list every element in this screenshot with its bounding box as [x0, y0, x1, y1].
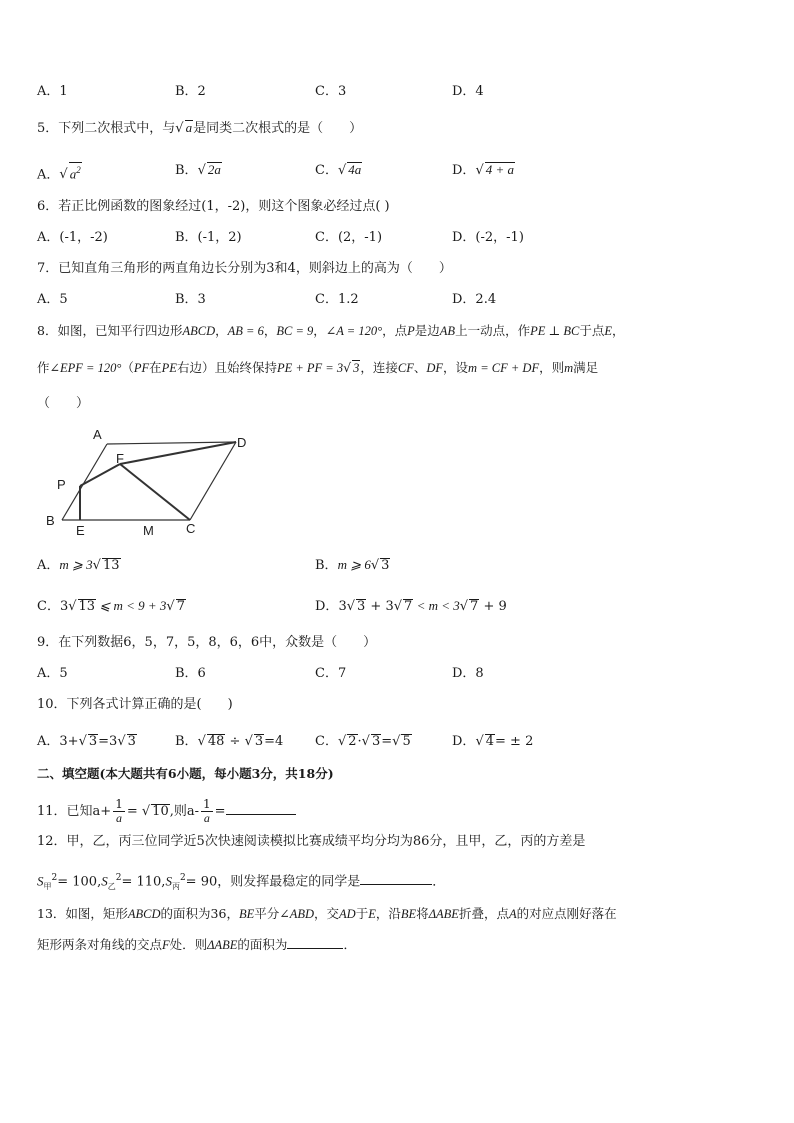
radical-icon — [347, 599, 355, 614]
q13-stem-line1 — [37, 906, 617, 922]
segment-fc — [120, 464, 190, 520]
q12-squared: 2 — [51, 873, 58, 883]
q10-option-c — [315, 734, 412, 750]
q8-text: 、 — [413, 360, 427, 375]
q12-variance-symbol: S — [165, 873, 172, 889]
parallelogram-diagram — [40, 420, 270, 540]
q8-option-c-radicand: 7 — [176, 599, 185, 614]
q10-option-c-text: = — [381, 734, 393, 749]
q5-option-a-base: a — [69, 166, 77, 182]
q10-option-b — [175, 734, 283, 750]
radical-icon — [198, 163, 206, 178]
q11-stem — [37, 798, 296, 825]
label-m: M — [143, 523, 154, 538]
q9-option-b: B．6 — [175, 666, 206, 681]
q8-option-b-label: B． — [315, 558, 338, 573]
radical-icon — [394, 599, 402, 614]
q6-option-b: B．(-1，2) — [175, 230, 242, 245]
segment-pf — [80, 464, 120, 486]
q13-text: 将 — [416, 906, 429, 921]
q8-math: DF — [426, 361, 444, 375]
q8-text: ，则 — [539, 360, 565, 375]
q10-option-c-radicand: 3 — [371, 734, 381, 749]
q8-math: ABCD — [182, 324, 216, 338]
q8-math: m — [564, 361, 574, 375]
q13-text: 的面积为36， — [160, 906, 239, 921]
radical-icon — [79, 734, 87, 749]
q8-math: ∠A = 120° — [325, 324, 383, 338]
q6-stem: 6．若正比例函数的图象经过(1，-2)，则这个图象必经过点( ) — [37, 199, 390, 214]
q11-text: = — [214, 804, 226, 819]
q8-option-d-expr: + 3 — [366, 599, 394, 614]
q10-option-b-radicand: 3 — [254, 734, 264, 749]
q8-text: ， — [215, 323, 228, 338]
q13-math: F — [162, 938, 170, 952]
q8-stem-line3: （ ） — [37, 396, 90, 411]
q5-option-d — [452, 162, 515, 179]
q8-option-d — [315, 598, 507, 615]
q8-text: ， — [313, 323, 326, 338]
q13-text: ． — [343, 937, 356, 952]
q5-stem — [37, 120, 362, 137]
q13-math: ∠ABD — [279, 907, 315, 921]
q12-sub-yi: 乙 — [107, 881, 116, 891]
q12-answer-blank[interactable] — [360, 872, 432, 885]
q12-value: = 90 — [185, 874, 218, 890]
q10-option-a-text: A．3+ — [37, 734, 79, 749]
q8-stem-line1 — [37, 323, 625, 339]
q12-squared: 2 — [179, 873, 186, 883]
q13-math: A — [508, 907, 517, 921]
segment-fd — [120, 442, 236, 464]
radical-icon — [198, 734, 206, 749]
q8-option-b-expr: m ⩾ 6 — [337, 557, 371, 572]
q8-text: 在 — [149, 360, 162, 375]
q13-answer-blank[interactable] — [287, 936, 343, 949]
q8-option-a — [37, 557, 121, 574]
q13-math: ΔABE — [428, 907, 459, 921]
q8-math: PE ⊥ BC — [530, 324, 580, 338]
q5-option-b — [175, 162, 222, 179]
q8-option-c-radicand: 13 — [78, 599, 96, 614]
q11-text: 11．已知a+ — [37, 804, 112, 819]
q7-stem: 7．已知直角三角形的两直角边长分别为3和4，则斜边上的高为（ ） — [37, 261, 452, 276]
q12-text: ，则发挥最稳定的同学是 — [217, 874, 361, 890]
edge-ad — [107, 442, 236, 444]
edge-dc — [190, 442, 236, 520]
q11-fraction-numerator: 1 — [115, 797, 123, 811]
q13-math: BE — [238, 907, 255, 921]
q10-option-b-text: B． — [175, 734, 198, 749]
q10-option-a-text: =3 — [98, 734, 118, 749]
q9-option-c: C．7 — [315, 666, 347, 681]
q10-option-d-text: = ± 2 — [495, 734, 534, 749]
q11-text: ,则a- — [169, 804, 199, 819]
q11-radicand: 10 — [152, 804, 169, 819]
q12-stem-line2 — [37, 870, 445, 895]
q11-answer-blank[interactable] — [226, 802, 296, 815]
q5-option-d-label: D． — [452, 163, 476, 178]
q5-option-a-label: A． — [37, 167, 60, 183]
q8-option-a-expr: m ⩾ 3 — [59, 557, 93, 572]
radical-icon — [371, 558, 379, 573]
q13-math: BE — [400, 907, 417, 921]
q8-math: PE — [161, 361, 177, 375]
q11-text: = — [126, 804, 138, 819]
radical-icon — [59, 167, 67, 182]
q11-fraction-2-numerator: 1 — [203, 797, 211, 811]
q5-option-a-exponent: 2 — [76, 165, 81, 175]
q8-option-b-radicand: 3 — [381, 558, 390, 573]
q13-text: 折叠，点 — [458, 906, 509, 921]
q8-math: CF — [397, 361, 414, 375]
q13-text: 的面积为 — [237, 937, 288, 952]
q8-option-d-expr: 3 — [338, 599, 347, 614]
q8-text: 于点 — [579, 323, 605, 338]
q12-variance-symbol: S — [101, 873, 108, 889]
q7-option-b: B．3 — [175, 292, 206, 307]
q8-option-c — [37, 598, 186, 615]
q8-math: PF — [133, 361, 150, 375]
q8-math: P — [407, 324, 415, 338]
q8-math: m = CF + DF — [468, 361, 540, 375]
q8-math: AB — [439, 324, 456, 338]
q7-option-a: A．5 — [37, 292, 68, 307]
radical-icon — [475, 734, 483, 749]
q13-stem-line2 — [37, 936, 356, 953]
q10-option-b-text: =4 — [264, 734, 284, 749]
q8-math: E — [604, 324, 612, 338]
q7-option-d: D．2.4 — [452, 292, 497, 307]
q8-option-a-label: A． — [37, 558, 60, 573]
q4-option-a: A．1 — [37, 84, 68, 99]
q10-option-b-text: ÷ — [225, 734, 245, 749]
q10-option-d-radicand: 4 — [485, 734, 495, 749]
radical-icon — [142, 804, 150, 819]
q4-option-b: B．2 — [175, 84, 206, 99]
q8-option-c-expr: 3 — [59, 599, 69, 614]
q8-option-d-radicand: 7 — [404, 599, 413, 614]
q10-option-d — [452, 734, 533, 750]
q8-option-d-label: D． — [315, 599, 339, 614]
label-d: D — [237, 435, 247, 450]
parallelogram-figure — [40, 420, 270, 544]
radical-icon — [460, 599, 468, 614]
q8-math: BC = 9 — [276, 324, 314, 338]
label-p: P — [57, 477, 66, 492]
q10-option-c-radicand: 2 — [348, 734, 357, 749]
q8-text: ，连接 — [360, 360, 398, 375]
q5-stem-post: 是同类二次根式的是（ ） — [193, 121, 363, 136]
q5-option-b-radicand: 2a — [207, 162, 221, 177]
q5-option-c-label: C． — [315, 163, 338, 178]
q5-radical-icon — [175, 121, 183, 136]
edge-ba — [62, 444, 107, 520]
q8-text: ， — [612, 323, 625, 338]
radical-icon — [68, 599, 76, 614]
q12-text: ． — [432, 874, 446, 890]
q11-fraction — [113, 798, 125, 825]
q6-option-d: D．(-2，-1) — [452, 230, 524, 245]
q8-option-c-expr: ⩽ m < 9 + 3 — [96, 598, 167, 613]
q10-stem: 10．下列各式计算正确的是( ) — [37, 697, 233, 712]
q13-text: 矩形两条对角线的交点 — [37, 937, 163, 952]
q8-option-d-expr: + 9 — [479, 599, 507, 614]
q8-math: PE + PF = 3 — [276, 361, 344, 375]
label-a: A — [93, 427, 102, 442]
label-e: E — [76, 523, 85, 538]
q8-option-a-radicand: 13 — [102, 558, 120, 573]
radical-icon — [392, 734, 400, 749]
q11-fraction-denominator: a — [116, 811, 122, 825]
label-b: B — [46, 513, 55, 528]
q8-option-c-label: C． — [37, 599, 60, 614]
q10-option-c-radicand: 5 — [402, 734, 411, 749]
radical-icon — [117, 734, 125, 749]
radical-icon — [343, 360, 351, 375]
q8-option-b — [315, 557, 390, 574]
q7-option-c: C．1.2 — [315, 292, 359, 307]
q12-stem-line1: 12．甲，乙，丙三位同学近5次快速阅读模拟比赛成绩平均分均为86分，且甲，乙，丙的方差是 — [37, 834, 586, 849]
q5-option-c-radicand: 4a — [348, 162, 362, 177]
q10-option-c-text: · — [357, 734, 362, 749]
q8-math: ∠EPF = 120° — [49, 361, 122, 375]
q12-variance-symbol: S — [37, 873, 44, 889]
q5-option-b-label: B． — [175, 163, 198, 178]
q5-option-c — [315, 162, 362, 179]
q8-text: 右边）且始终保持 — [176, 360, 277, 375]
q6-option-c: C．(2，-1) — [315, 230, 383, 245]
q10-option-c-text: C． — [315, 734, 338, 749]
q8-option-d-radicand: 3 — [357, 599, 366, 614]
q4-option-c: C．3 — [315, 84, 347, 99]
q8-text: ， — [263, 323, 277, 338]
q12-sub-jia: 甲 — [43, 881, 52, 891]
q5-option-a-radicand — [69, 162, 82, 181]
q10-option-a-radicand: 3 — [127, 734, 136, 749]
q13-text: ，沿 — [375, 906, 401, 921]
q12-squared: 2 — [115, 873, 122, 883]
q13-text: 平分 — [254, 906, 280, 921]
label-f: F — [116, 451, 124, 466]
q13-math: ABCD — [127, 907, 161, 921]
q9-option-a: A．5 — [37, 666, 68, 681]
q13-text: 处．则 — [169, 937, 208, 952]
q13-math: AD — [339, 907, 356, 921]
q13-math: E — [368, 907, 376, 921]
radical-icon — [362, 734, 370, 749]
q10-option-a-radicand: 3 — [88, 734, 98, 749]
q6-option-a: A．(-1，-2) — [37, 230, 108, 245]
q9-option-d: D．8 — [452, 666, 484, 681]
q8-stem-line2 — [37, 360, 598, 376]
q12-sub-bing: 丙 — [171, 881, 180, 891]
q10-option-a — [37, 734, 137, 750]
q5-option-d-radicand: 4 + a — [485, 162, 515, 177]
q11-fraction-2-denominator: a — [203, 811, 210, 825]
q8-text: 上一动点，作 — [455, 323, 531, 338]
radical-icon — [245, 734, 253, 749]
q8-text: 作 — [37, 360, 50, 375]
q10-option-d-text: D． — [452, 734, 476, 749]
q13-text: 的对应点刚好落在 — [516, 906, 617, 921]
q9-stem: 9．在下列数据6，5，7，5，8，6，6中，众数是（ ） — [37, 635, 377, 650]
q11-fraction-2 — [201, 798, 213, 825]
radical-icon — [475, 163, 483, 178]
radical-icon — [166, 599, 174, 614]
q13-text: 于 — [355, 906, 369, 921]
q8-text: 8．如图，已知平行四边形 — [37, 323, 183, 338]
q10-option-b-radicand: 48 — [207, 734, 225, 749]
q13-text: 13．如图，矩形 — [37, 906, 128, 921]
q5-stem-radicand: a — [185, 120, 193, 135]
q8-text: 满足 — [573, 360, 599, 375]
q8-option-d-radicand: 7 — [470, 599, 479, 614]
q13-math: ΔABE — [207, 938, 238, 952]
q12-value: = 100, — [57, 874, 102, 890]
q8-radicand: 3 — [353, 361, 360, 375]
q8-text: ，设 — [443, 360, 469, 375]
q12-value: = 110, — [121, 874, 166, 890]
section-title-fill-in: 二、填空题(本大题共有6小题，每小题3分，共18分) — [37, 766, 334, 781]
radical-icon — [93, 558, 101, 573]
q13-text: ，交 — [314, 906, 340, 921]
label-c: C — [186, 521, 196, 536]
q8-text: ，点 — [382, 323, 408, 338]
radical-icon — [338, 734, 346, 749]
q5-option-a — [37, 162, 82, 183]
q8-text: 是边 — [414, 323, 440, 338]
q8-math: AB = 6 — [227, 324, 264, 338]
radical-icon — [338, 163, 346, 178]
q8-text: （ — [121, 360, 134, 375]
q8-option-d-expr: < m < 3 — [413, 598, 460, 613]
q5-stem-pre: 5．下列二次根式中，与 — [37, 121, 176, 136]
q4-option-d: D．4 — [452, 84, 484, 99]
